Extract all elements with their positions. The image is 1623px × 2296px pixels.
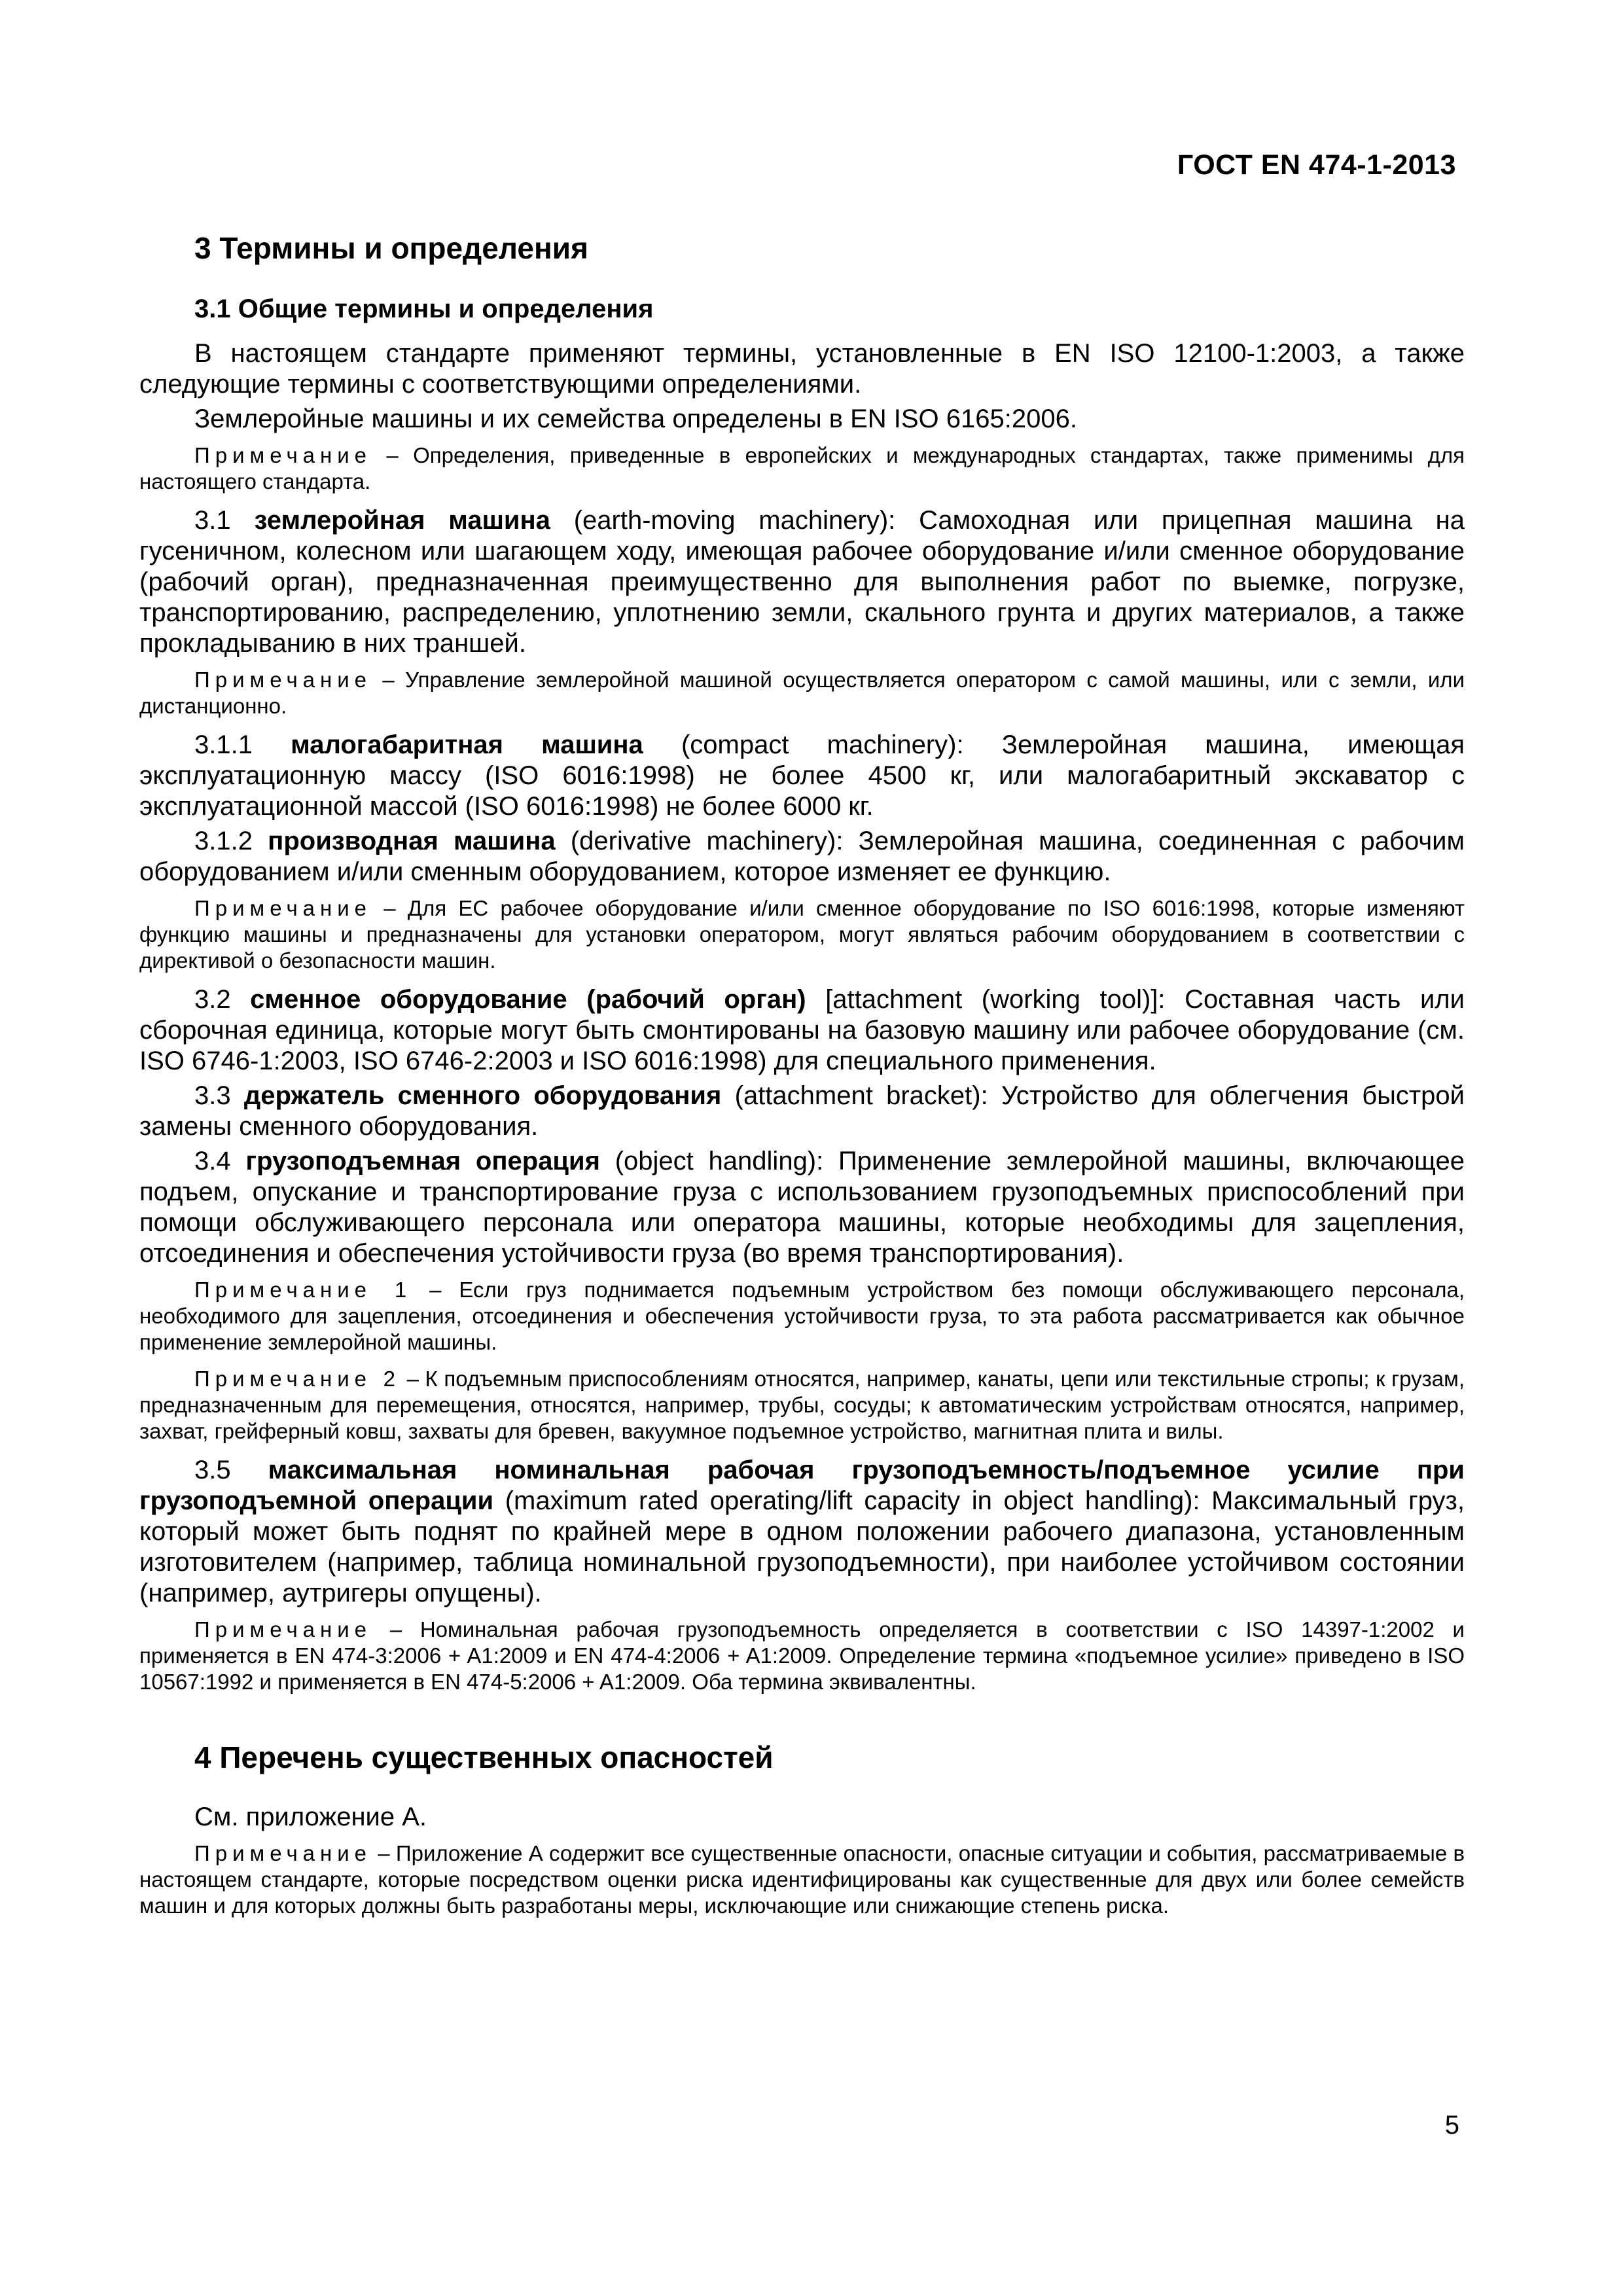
term-3-3 xyxy=(139,1081,1465,1142)
term-definition: (compact machinery): Землеройная машина, имеющая эксплуатационную массу (ISO 6016:1998) не более 4500 кг, или малогабаритный экскаватор с эксплуатационной массой (ISO 6016:1998) не более 6000 кг. xyxy=(139,730,1465,821)
term-definition: [attachment (working tool)]: Составная часть или сборочная единица, которые могут быть смонтированы на базовую машину или рабочее оборудование (см. ISO 6746-1:2003, ISO 6746-2:2003 и ISO 6016:1998) для специального применения. xyxy=(139,985,1465,1076)
section-4-text: См. приложение А. xyxy=(194,1803,427,1832)
term-3-2 xyxy=(139,984,1465,1077)
term-3-1-1 xyxy=(139,730,1465,822)
term-definition: (maximum rated operating/lift capacity in object handling): Максимальный груз, который может быть поднят по крайней мере в одном положении рабочего диапазона, установленным изготовителем (например, таблица номинальной грузоподъемности), при наиболее устойчивом состоянии (например, аутригеры опущены). xyxy=(139,1486,1465,1608)
note-3-1 xyxy=(139,667,1465,719)
section-4-heading: 4 Перечень существенных опасностей xyxy=(194,1740,774,1775)
term-number: 3.1.2 xyxy=(194,827,268,856)
note-text: – Определения, приведенные в европейских и международных стандартах, также применимы для настоящего стандарта. xyxy=(139,443,1465,494)
note-label: Примечание xyxy=(194,1617,372,1642)
note-section-4 xyxy=(139,1840,1465,1919)
term-name: максимальная номинальная рабочая грузоподъемность/подъемное усилие при грузоподъемной операции xyxy=(139,1456,1465,1516)
term-3-1 xyxy=(139,505,1465,659)
note-label: Примечание xyxy=(194,1841,372,1866)
note-text: – К подъемным приспособлениям относятся, например, канаты, цепи или текстильные стропы; к грузам, предназначенным для перемещения, относятся, например, трубы, сосуды; к автоматическим устройствам относятся, например, захват, грейферный ковш, захваты для бревен, вакуумное подъемное устройство, магнитная плита и вилы. xyxy=(139,1367,1465,1444)
intro-paragraph-2: Землеройные машины и их семейства определены в EN ISO 6165:2006. xyxy=(194,404,1077,434)
note-label: Примечание 1 xyxy=(194,1278,412,1302)
note-text: – Управление землеройной машиной осуществляется оператором с самой машины, или с земли, или дистанционно. xyxy=(139,668,1465,719)
term-number: 3.5 xyxy=(194,1456,268,1485)
term-name: малогабаритная машина xyxy=(291,730,643,760)
term-name: землеройная машина xyxy=(254,506,550,535)
note-label: Примечание xyxy=(194,896,372,921)
subsection-3-1-heading: 3.1 Общие термины и определения xyxy=(194,295,654,324)
term-number: 3.1 xyxy=(194,506,255,535)
section-3-heading: 3 Термины и определения xyxy=(194,231,588,265)
term-3-1-2 xyxy=(139,826,1465,888)
intro-paragraph-1: В настоящем стандарте применяют термины, установленные в EN ISO 12100-1:2003, а также следующие термины с соответствующими определениями. xyxy=(139,339,1465,399)
term-number: 3.4 xyxy=(194,1147,246,1176)
term-definition: (attachment bracket): Устройство для облегчения быстрой замены сменного оборудования. xyxy=(139,1081,1465,1141)
note-intro xyxy=(139,442,1465,495)
note-label: Примечание xyxy=(194,668,372,692)
page-number: 5 xyxy=(1444,2111,1459,2140)
term-number: 3.2 xyxy=(194,985,251,1014)
term-definition: (derivative machinery): Землеройная машина, соединенная с рабочим оборудованием и/или сменным оборудованием, которое изменяет ее функцию. xyxy=(139,827,1465,887)
note-text: – Для ЕС рабочее оборудование и/или сменное оборудование по ISO 6016:1998, которые изменяют функцию машины и предназначены для установки оператором, могут являться рабочим оборудованием в соответствии с директивой о безопасности машин. xyxy=(139,896,1465,973)
term-definition: (object handling): Применение землеройной машины, включающее подъем, опускание и транспортирование груза с использованием грузоподъемных приспособлений при помощи обслуживающего персонала или оператора машины, которые необходимы для зацепления, отсоединения и обеспечения устойчивости груза (во время транспортирования). xyxy=(139,1147,1465,1268)
note-label: Примечание xyxy=(194,443,372,468)
term-name: производная машина xyxy=(268,827,556,856)
term-definition: (earth-moving machinery): Самоходная или прицепная машина на гусеничном, колесном или шагающем ходу, имеющая рабочее оборудование и/или сменное оборудование (рабочий орган), предназначенная преимущественно для выполнения работ по выемке, погрузке, транспортированию, распределению, уплотнению земли, скального грунта и других материалов, а также прокладыванию в них траншей. xyxy=(139,506,1465,658)
note-3-4-1 xyxy=(139,1277,1465,1355)
note-3-5 xyxy=(139,1617,1465,1695)
note-text: – Если груз поднимается подъемным устройством без помощи обслуживающего персонала, необходимого для зацепления, отсоединения и обеспечения устойчивости груза, то эта работа рассматривается как обычное применение землеройной машины. xyxy=(139,1278,1465,1355)
note-text: – Приложение А содержит все существенные опасности, опасные ситуации и события, рассматриваемые в настоящем стандарте, которые посредством оценки риска идентифицированы как существенные для двух или более семейств машин и для которых должны быть разработаны меры, исключающие или снижающие степень риска. xyxy=(139,1841,1465,1918)
term-name: грузоподъемная операция xyxy=(245,1147,600,1176)
page-content xyxy=(139,230,1465,1929)
term-3-4 xyxy=(139,1146,1465,1269)
note-3-1-2 xyxy=(139,895,1465,974)
note-label: Примечание 2 xyxy=(194,1367,401,1391)
note-text: – Номинальная рабочая грузоподъемность определяется в соответствии с ISO 14397-1:2002 и применяется в EN 474-3:2006 + A1:2009 и EN 474-4:2006 + A1:2009. Определение термина «подъемное усилие» приведено в ISO 10567:1992 и применяется в EN 474-5:2006 + A1:2009. Оба термина эквивалентны. xyxy=(139,1617,1465,1695)
term-3-5 xyxy=(139,1455,1465,1609)
term-name: держатель сменного оборудования xyxy=(243,1081,722,1111)
note-3-4-2 xyxy=(139,1366,1465,1444)
term-name: сменное оборудование (рабочий орган) xyxy=(250,985,806,1014)
standard-code: ГОСТ EN 474-1-2013 xyxy=(1177,149,1456,181)
term-number: 3.3 xyxy=(194,1081,244,1111)
term-number: 3.1.1 xyxy=(194,730,291,760)
section-spacer xyxy=(139,1706,1465,1740)
